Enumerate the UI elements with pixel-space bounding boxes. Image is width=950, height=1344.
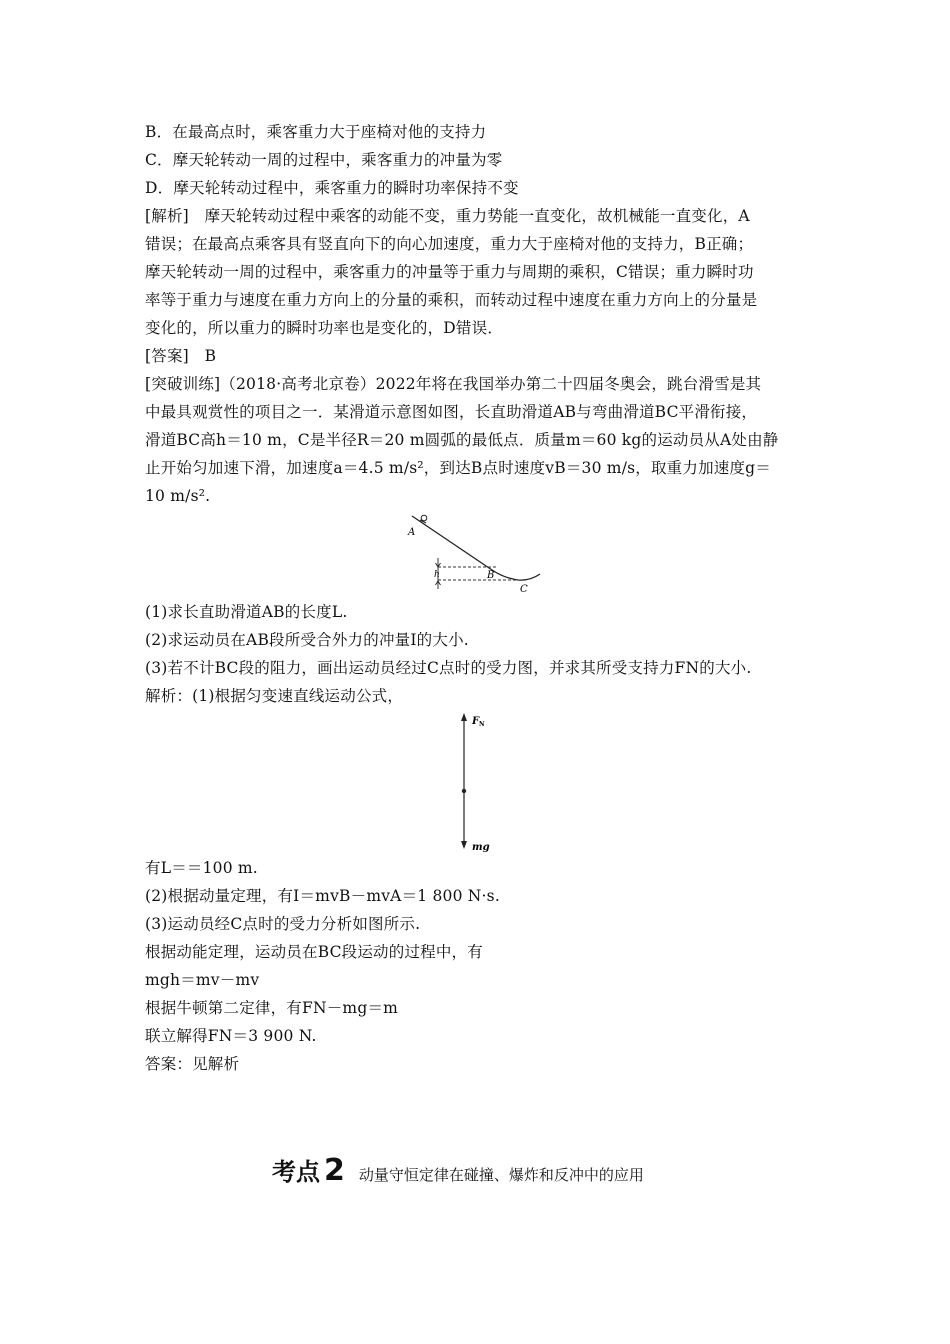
label-a: A	[408, 527, 416, 538]
question-2: (2)求运动员在AB段所受合外力的冲量I的大小.	[145, 631, 469, 649]
solution-line-6: 根据牛顿第二定律，有FN－mg＝m	[145, 999, 399, 1017]
exercise-line-5: 10 m/s².	[145, 487, 211, 505]
ski-slope-figure	[400, 508, 550, 598]
solution-line-3: (3)运动员经C点时的受力分析如图所示.	[145, 915, 421, 933]
force-fn-subscript: N	[479, 721, 485, 728]
heading-kaodian: 考点	[272, 1158, 320, 1186]
analysis-line-1: [解析] 摩天轮转动过程中乘客的动能不变，重力势能一直变化，故机械能一直变化，A	[145, 207, 750, 225]
heading-number: 2	[324, 1153, 345, 1188]
label-h: h	[434, 570, 440, 580]
analysis-line-5: 变化的，所以重力的瞬时功率也是变化的，D错误．	[145, 319, 504, 337]
label-b: B	[487, 570, 495, 581]
solution-line-7: 联立解得FN＝3 900 N.	[145, 1027, 317, 1045]
question-1: (1)求长直助滑道AB的长度L.	[145, 603, 348, 621]
force-mg-label: mg	[472, 842, 490, 853]
label-c: C	[520, 584, 528, 595]
option-c: C．摩天轮转动一周的过程中，乘客重力的冲量为零	[145, 151, 503, 169]
heading-title: 动量守恒定律在碰撞、爆炸和反冲中的应用	[358, 1166, 644, 1184]
question-3: (3)若不计BC段的阻力，画出运动员经过C点时的受力图，并求其所受支持力FN的大小.	[145, 659, 752, 677]
analysis-line-3: 摩天轮转动一周的过程中，乘客重力的冲量等于重力与周期的乘积，C错误；重力瞬时功	[145, 263, 754, 281]
solution-line-4: 根据动能定理，运动员在BC段运动的过程中，有	[145, 943, 483, 961]
solution-line-5: mgh＝mv－mv	[145, 971, 260, 989]
solution-intro: 解析：(1)根据匀变速直线运动公式，	[145, 687, 404, 705]
option-b: B．在最高点时，乘客重力大于座椅对他的支持力	[145, 123, 487, 141]
force-fn-label: F	[472, 716, 480, 727]
solution-line-2: (2)根据动量定理，有I＝mvB－mvA＝1 800 N·s.	[145, 887, 500, 905]
exercise-line-4: 止开始匀加速下滑，加速度a＝4.5 m/s²，到达B点时速度vB＝30 m/s，取重力加速度g＝	[145, 459, 771, 477]
option-d: D．摩天轮转动过程中，乘客重力的瞬时功率保持不变	[145, 179, 519, 197]
final-answer: 答案：见解析	[145, 1055, 240, 1073]
analysis-line-2: 错误；在最高点乘客具有竖直向下的向心加速度，重力大于座椅对他的支持力，B正确；	[145, 235, 754, 253]
exercise-line-2: 中最具观赏性的项目之一．某滑道示意图如图，长直助滑道AB与弯曲滑道BC平滑衔接，	[145, 403, 758, 421]
solution-line-1: 有L＝＝100 m.	[145, 859, 258, 877]
analysis-line-4: 率等于重力与速度在重力方向上的分量的乘积，而转动过程中速度在重力方向上的分量是	[145, 291, 758, 309]
answer-line: [答案] B	[145, 347, 217, 365]
exercise-line-1: [突破训练]（2018·高考北京卷）2022年将在我国举办第二十四届冬奥会，跳台滑雪是其	[145, 375, 762, 393]
exercise-line-3: 滑道BC高h＝10 m，C是半径R＝20 m圆弧的最低点．质量m＝60 kg的运动员从A处由静	[145, 431, 779, 449]
section-heading	[272, 1152, 644, 1188]
force-diagram	[450, 708, 510, 856]
